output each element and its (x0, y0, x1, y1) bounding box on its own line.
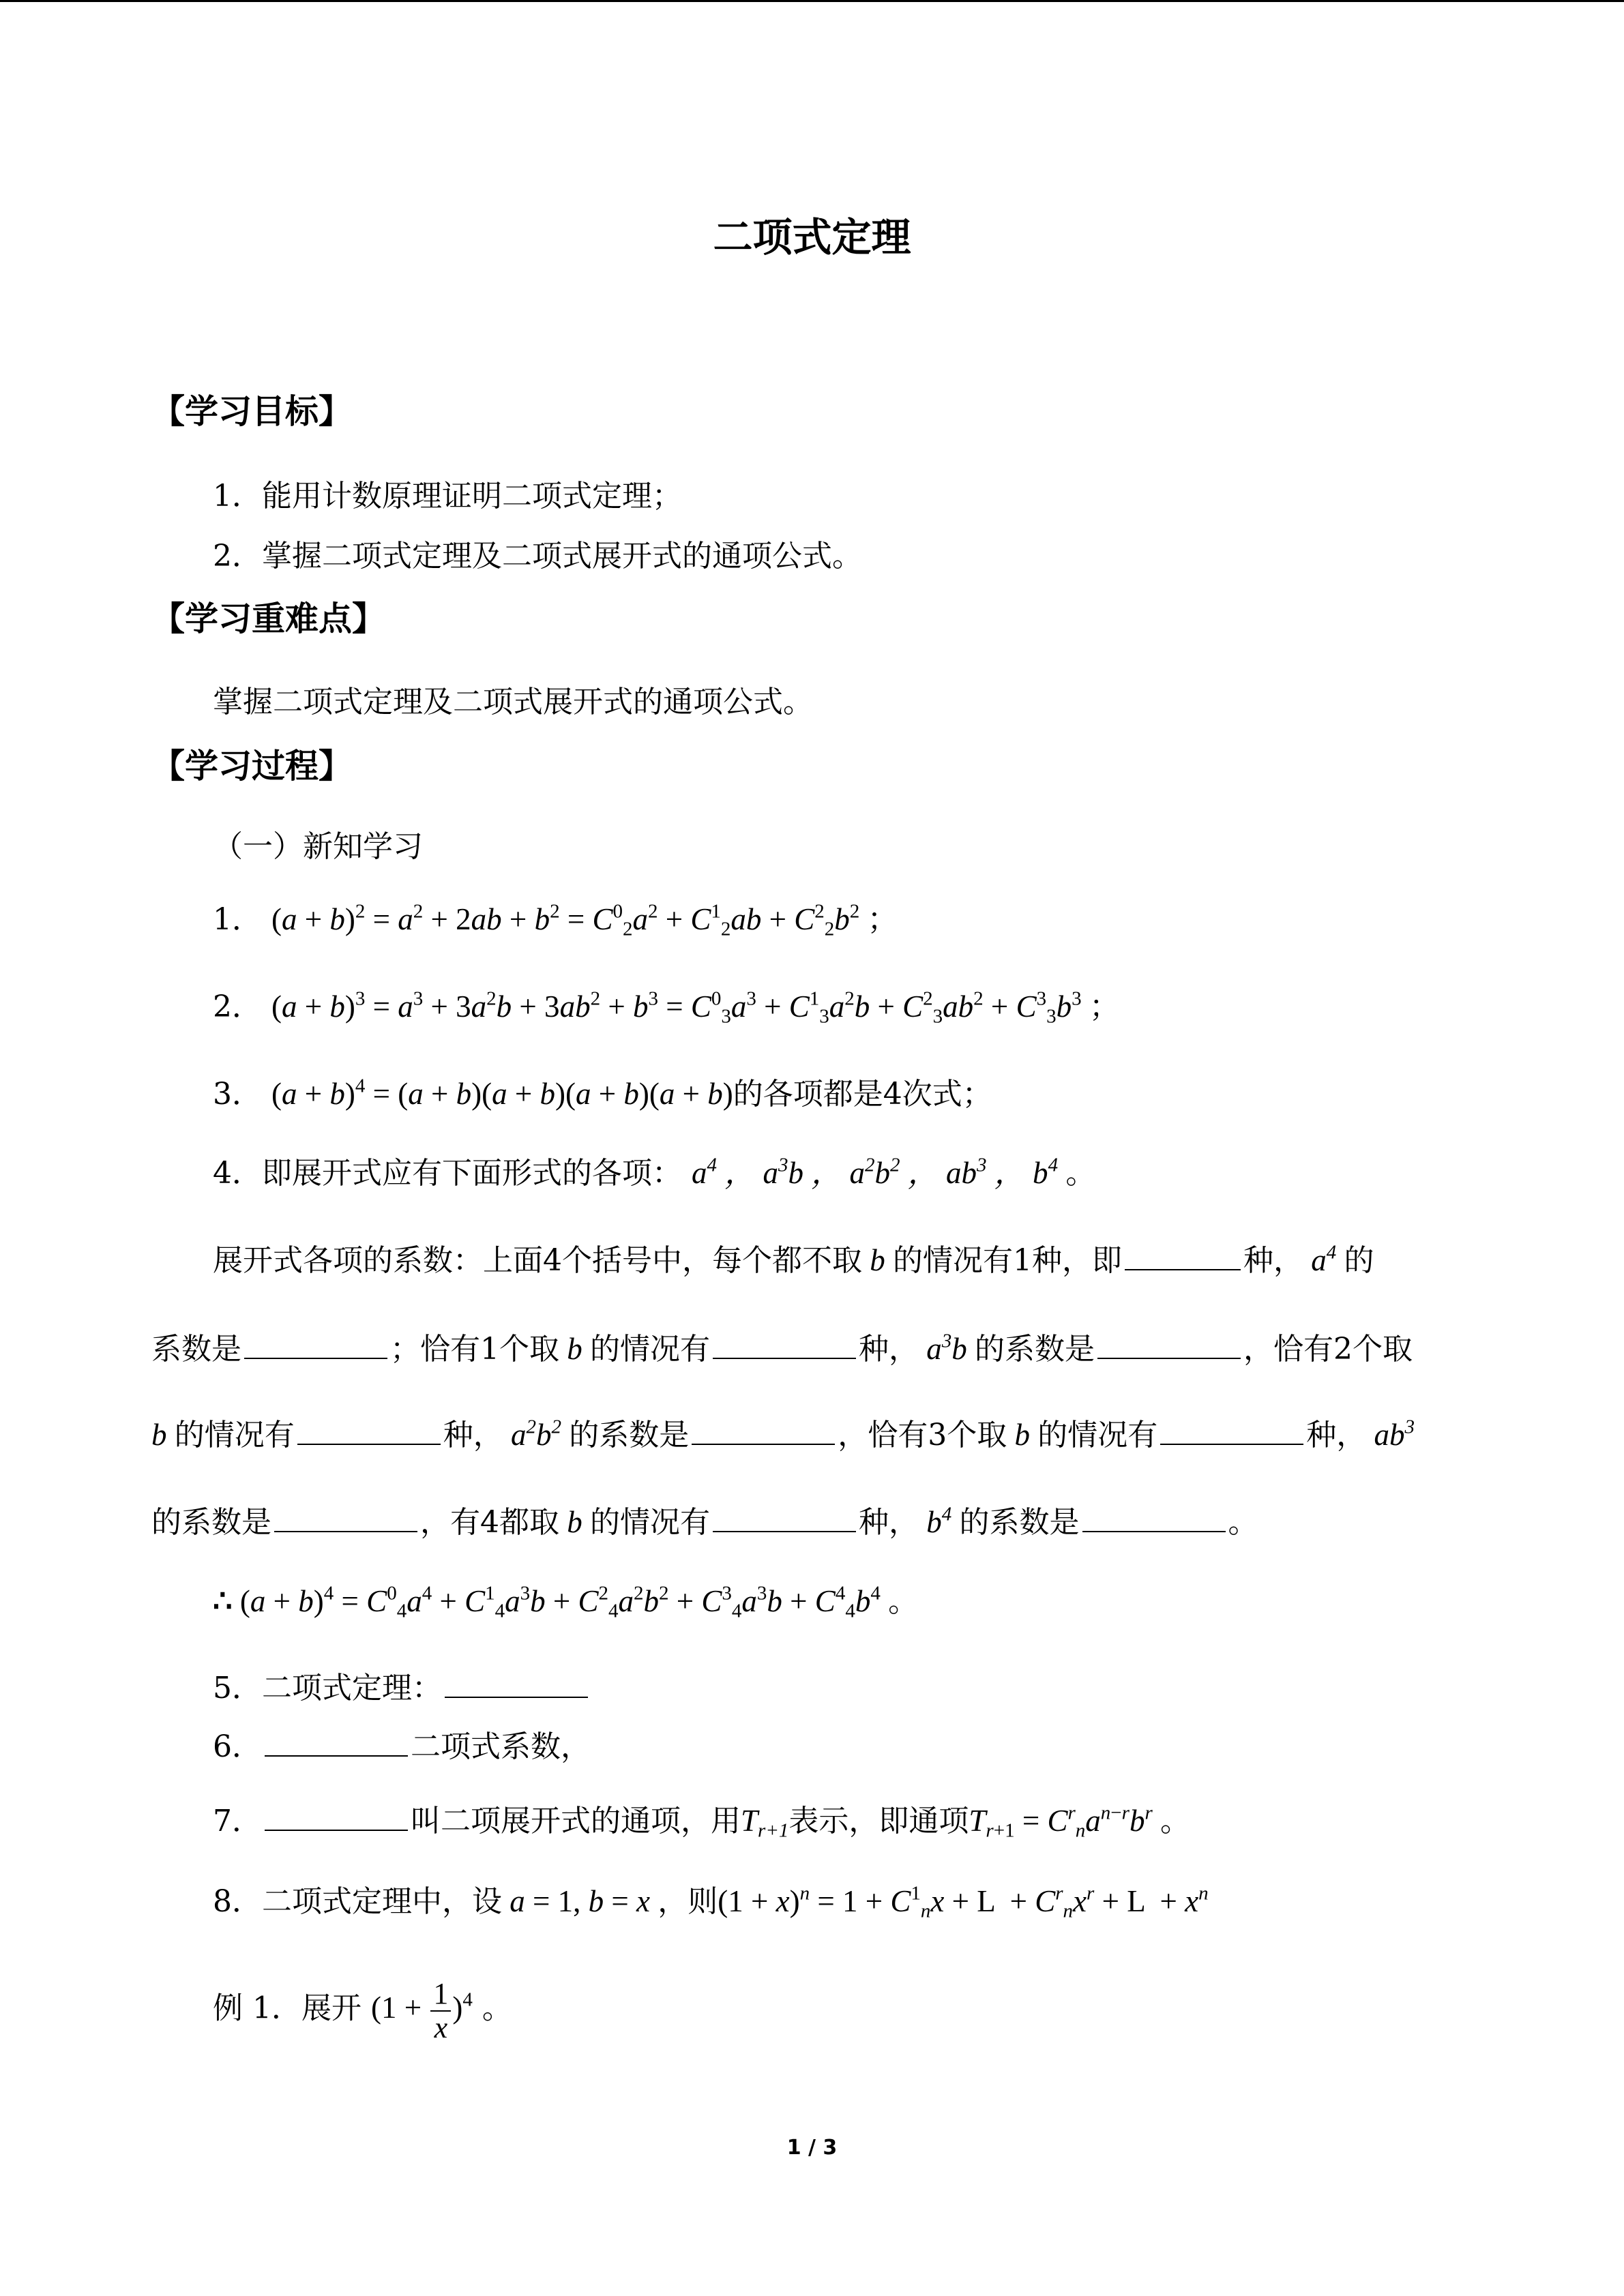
section-key-points: 【学习重难点】 (151, 599, 386, 638)
coef-text: 的 (1344, 1243, 1374, 1278)
item-7-number: 7． (213, 1804, 262, 1838)
example-1-label: 例 1．展开 (213, 1991, 361, 2026)
fill-blank[interactable] (713, 1330, 856, 1359)
coef-text: ，有4都取 (420, 1505, 559, 1540)
coef-text: 系数是 (151, 1332, 241, 1367)
coef-text: 的情况有 (590, 1505, 710, 1540)
coef-text: 种， (1306, 1418, 1367, 1452)
coef-text: 的系数是 (975, 1332, 1095, 1367)
general-term-formula: $T_{r+1} = C^r_na^{n-r}b^r$ (969, 1802, 1153, 1842)
coef-text: 的情况有 (174, 1418, 295, 1452)
coef-text: ；恰有1个取 (390, 1332, 559, 1367)
fill-blank[interactable] (1082, 1504, 1226, 1532)
fraction-1-over-x: $\frac{1}{x}$ (430, 1978, 451, 2044)
var-b: b (1007, 1418, 1038, 1452)
fill-blank[interactable] (297, 1416, 441, 1445)
item-1-number: 1． (213, 902, 262, 937)
example-1-expression: (1 + $\frac{1}{x}$ )$^4$ (370, 1977, 473, 2044)
item-7 (213, 1800, 1190, 1842)
coef-text: 种， (443, 1418, 503, 1452)
var-b: b (862, 1243, 893, 1277)
item-7-text-2: 表示，即通项 (788, 1804, 969, 1838)
fill-blank[interactable] (713, 1504, 856, 1532)
coef-text: 的情况有 (1037, 1418, 1158, 1452)
item-8 (213, 1881, 1209, 1922)
fill-blank[interactable] (244, 1330, 387, 1359)
item-8-text-2: ，则 (658, 1884, 718, 1919)
fill-blank[interactable] (1097, 1330, 1241, 1359)
item-6-number: 6． (213, 1729, 262, 1764)
item-4-number: 4． (213, 1156, 262, 1191)
item-5-text: 二项式定理： (262, 1671, 442, 1705)
formula-fourth-product: $(a + b)^4 = (a + b)(a + b)(a + b)(a + b)$ (271, 1075, 733, 1111)
coef-text: ，恰有2个取 (1243, 1332, 1413, 1367)
coef-text: 展开式各项的系数：上面4个括号中，每个都不取 (213, 1243, 862, 1278)
top-border (0, 0, 1624, 2)
formula-square: $(a + b)^2 = a^2 + 2ab + b^2 = C^0_2a^2 + C^1_2ab + C^2_2b^2$ ； (271, 900, 898, 940)
item-1 (213, 899, 898, 940)
fill-blank[interactable] (1125, 1242, 1241, 1270)
item-3-number: 3． (213, 1077, 262, 1112)
fill-blank[interactable] (265, 1728, 408, 1757)
item-5-number: 5． (213, 1671, 262, 1705)
key-points-text: 掌握二项式定理及二项式展开式的通项公式。 (213, 685, 813, 719)
section-objectives: 【学习目标】 (151, 392, 353, 431)
coef-text: 种， (859, 1332, 919, 1367)
term-a3b: $a^3b$ (919, 1330, 975, 1366)
item-7-period: 。 (1160, 1804, 1190, 1838)
item-3 (213, 1073, 992, 1115)
item-4-text: 即展开式应有下面形式的各项： (262, 1156, 682, 1191)
page-number: 1 / 3 (786, 2136, 838, 2160)
objective-2: 2．掌握二项式定理及二项式展开式的通项公式。 (213, 539, 862, 573)
coef-line-3 (151, 1414, 1415, 1456)
example-1 (213, 1978, 512, 2044)
page-title: 二项式定理 (713, 214, 911, 260)
general-term-symbol: $T_{r+1}$ (741, 1804, 789, 1842)
therefore-line (213, 1581, 918, 1622)
item-6-text: 二项式系数， (411, 1729, 591, 1764)
special-expansion-formula: $(1 + x)^n = 1 + C^1_nx + L + C^r_nx^r + L + x^n$ (718, 1882, 1209, 1922)
item-2-number: 2． (213, 989, 262, 1024)
item-5 (213, 1668, 591, 1709)
coef-text: 种， (859, 1505, 919, 1540)
var-b: b (559, 1505, 590, 1539)
coef-line-1 (213, 1240, 1374, 1281)
item-3-text: 的各项都是4次式； (733, 1077, 992, 1112)
coef-text: 的情况有1种，即 (893, 1243, 1122, 1278)
formula-fourth-expansion: ∴ $(a + b)^4 = C^0_4a^4 + C^1_4a^3b + C^2_4a^2b^2 + C^3_4a^3b + C^4_4b^4$ (213, 1582, 881, 1622)
item-4 (213, 1152, 1095, 1194)
coef-text: 的系数是 (569, 1418, 690, 1452)
substitution: a = 1, b = x (510, 1884, 651, 1918)
coef-text: 的系数是 (151, 1505, 271, 1540)
coef-text: ，恰有3个取 (838, 1418, 1007, 1452)
formula-cube: $(a + b)^3 = a^3 + 3a^2b + 3ab^2 + b^3 = C^0_3a^3 + C^1_3a^2b + C^2_3ab^2 + C^3_3b^3$ ； (271, 987, 1120, 1028)
item-7-text-1: 叫二项展开式的通项，用 (411, 1804, 741, 1838)
coef-text: 的情况有 (590, 1332, 710, 1367)
coef-text: 种， (1243, 1243, 1303, 1278)
example-1-period: 。 (482, 1991, 512, 2026)
item-2 (213, 986, 1120, 1028)
coef-text: 的系数是 (959, 1505, 1080, 1540)
var-b: b (151, 1418, 175, 1452)
term-ab3: $ab^3$ (1366, 1416, 1415, 1452)
fill-blank[interactable] (274, 1504, 417, 1532)
fill-blank[interactable] (265, 1802, 408, 1831)
coef-text: 。 (1228, 1505, 1258, 1540)
coef-line-4 (151, 1502, 1258, 1543)
fill-blank[interactable] (445, 1669, 588, 1698)
term-a2b2: $a^2b^2$ (503, 1416, 561, 1452)
new-learning-heading: （一）新知学习 (213, 829, 423, 864)
section-process: 【学习过程】 (151, 747, 353, 786)
var-b: b (559, 1332, 590, 1366)
therefore-period: 。 (888, 1584, 919, 1619)
term-a4: $a^4$ (1303, 1241, 1337, 1277)
item-8-number: 8． (213, 1884, 262, 1919)
item-6 (213, 1727, 591, 1768)
terms-list: $a^4$ ， $a^3b$ ， $a^2b^2$ ， $ab^3$ ， $b^4$ (692, 1154, 1059, 1190)
term-b4: $b^4$ (919, 1503, 952, 1539)
coef-line-2 (151, 1328, 1413, 1370)
fill-blank[interactable] (692, 1416, 835, 1445)
objective-1: 1．能用计数原理证明二项式定理； (213, 479, 682, 513)
fill-blank[interactable] (1160, 1416, 1303, 1445)
item-8-text-1: 二项式定理中，设 (262, 1884, 502, 1919)
item-4-period: 。 (1065, 1156, 1096, 1191)
